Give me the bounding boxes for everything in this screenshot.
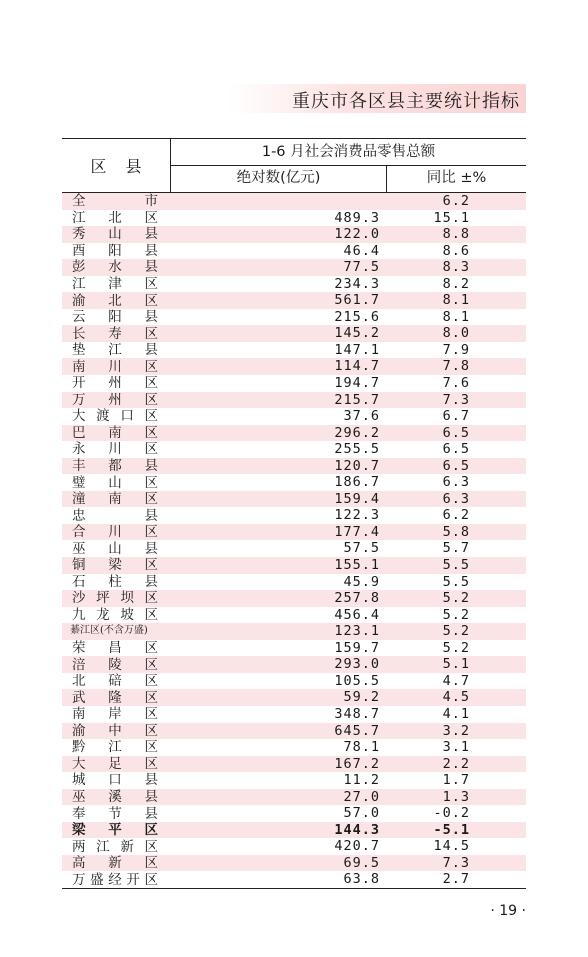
abs-value: 257.8 xyxy=(334,590,380,607)
region-name: 垫 江 县 xyxy=(72,342,158,359)
stats-table xyxy=(62,138,526,889)
abs-value: 11.2 xyxy=(343,772,380,789)
yoy-value: 5.1 xyxy=(442,656,470,673)
table-header xyxy=(62,138,526,193)
table-row xyxy=(62,375,526,392)
abs-value: 78.1 xyxy=(343,739,380,756)
table-row xyxy=(62,425,526,442)
table-row xyxy=(62,540,526,557)
yoy-value: 1.7 xyxy=(442,772,470,789)
yoy-value: 8.0 xyxy=(442,325,470,342)
yoy-value: 6.3 xyxy=(442,490,470,507)
header-group-label: 1-6 月社会消费品零售总额 xyxy=(171,139,526,166)
table-row xyxy=(62,789,526,806)
yoy-value: 8.2 xyxy=(442,275,470,292)
header-region-cell xyxy=(62,139,171,192)
yoy-value: 7.9 xyxy=(442,341,470,358)
region-name: 梁 平 区 xyxy=(72,822,158,839)
yoy-value: 8.1 xyxy=(442,292,470,309)
yoy-value: 4.1 xyxy=(442,705,470,722)
table-row xyxy=(62,689,526,706)
region-name: 璧 山 区 xyxy=(72,474,158,491)
region-name: 石 柱 县 xyxy=(72,573,158,590)
region-name: 巫 山 县 xyxy=(72,540,158,557)
yoy-value: 5.5 xyxy=(442,557,470,574)
abs-value: 296.2 xyxy=(334,424,380,441)
table-row xyxy=(62,491,526,508)
abs-value: 105.5 xyxy=(334,672,380,689)
yoy-value: 5.2 xyxy=(442,639,470,656)
table-row xyxy=(62,392,526,409)
yoy-value: 3.1 xyxy=(442,739,470,756)
abs-value: 37.6 xyxy=(343,408,380,425)
header-region-label: 区 县 xyxy=(90,157,142,176)
yoy-value: 8.8 xyxy=(442,226,470,243)
region-name: 高 新 区 xyxy=(72,855,158,872)
yoy-value: 1.3 xyxy=(442,788,470,805)
region-name: 江 北 区 xyxy=(72,209,158,226)
table-row xyxy=(62,772,526,789)
region-name: 彭 水 县 xyxy=(72,259,158,276)
abs-value: 159.7 xyxy=(334,639,380,656)
yoy-value: -0.2 xyxy=(433,805,470,822)
table-row xyxy=(62,441,526,458)
table-row xyxy=(62,259,526,276)
abs-value: 114.7 xyxy=(334,358,380,375)
yoy-value: 2.2 xyxy=(442,755,470,772)
abs-value: 420.7 xyxy=(334,838,380,855)
abs-value: 456.4 xyxy=(334,606,380,623)
yoy-value: 6.5 xyxy=(442,441,470,458)
region-name: 江 津 区 xyxy=(72,276,158,292)
yoy-value: 7.6 xyxy=(442,375,470,392)
region-name: 南 川 区 xyxy=(72,358,158,375)
abs-value: 159.4 xyxy=(334,490,380,507)
header-abs-label: 绝对数(亿元) xyxy=(171,166,387,192)
yoy-value: 5.2 xyxy=(442,606,470,623)
region-name: 南 岸 区 xyxy=(72,706,158,723)
region-name: 合 川 区 xyxy=(72,524,158,541)
abs-value: 348.7 xyxy=(334,705,380,722)
abs-value: 46.4 xyxy=(343,242,380,259)
abs-value: 27.0 xyxy=(343,788,380,805)
region-name: 巴 南 区 xyxy=(72,424,158,441)
abs-value: 122.0 xyxy=(334,226,380,243)
abs-value: 215.7 xyxy=(334,391,380,408)
table-row xyxy=(62,226,526,243)
region-name: 酉 阳 县 xyxy=(72,242,158,259)
yoy-value: 5.7 xyxy=(442,540,470,557)
region-name: 渝 北 区 xyxy=(72,292,158,309)
region-name: 城 口 县 xyxy=(72,772,158,789)
abs-value: 234.3 xyxy=(334,275,380,292)
yoy-value: 3.2 xyxy=(442,722,470,739)
table-row xyxy=(62,309,526,326)
yoy-value: 8.1 xyxy=(442,308,470,325)
table-row xyxy=(62,557,526,574)
table-row xyxy=(62,342,526,359)
table-row xyxy=(62,524,526,541)
region-name: 秀 山 县 xyxy=(72,226,158,243)
table-row xyxy=(62,656,526,673)
yoy-value: 6.5 xyxy=(442,457,470,474)
table-row xyxy=(62,739,526,756)
region-name: 九 龙 坡 区 xyxy=(72,606,158,623)
abs-value: 155.1 xyxy=(334,557,380,574)
yoy-value: 4.7 xyxy=(442,672,470,689)
table-row xyxy=(62,507,526,524)
region-name: 巫 溪 县 xyxy=(72,788,158,805)
region-name: 铜 梁 区 xyxy=(72,557,158,574)
yoy-value: 7.8 xyxy=(442,358,470,375)
yoy-value: -5.1 xyxy=(433,821,470,838)
region-name: 忠 县 xyxy=(72,507,158,524)
abs-value: 57.0 xyxy=(343,805,380,822)
region-name: 万 州 区 xyxy=(72,391,158,408)
abs-value: 57.5 xyxy=(343,540,380,557)
table-row xyxy=(62,292,526,309)
table-row xyxy=(62,408,526,425)
table-row xyxy=(62,458,526,475)
region-name: 万 盛 经 开 区 xyxy=(72,871,158,888)
region-name: 全 市 xyxy=(72,193,158,210)
yoy-value: 6.2 xyxy=(442,507,470,524)
yoy-value: 8.3 xyxy=(442,259,470,276)
table-row xyxy=(62,623,526,640)
region-name: 涪 陵 区 xyxy=(72,656,158,673)
table-row xyxy=(62,838,526,855)
yoy-value: 5.2 xyxy=(442,623,470,640)
yoy-value: 14.5 xyxy=(433,838,470,855)
yoy-value: 15.1 xyxy=(433,209,470,226)
table-row xyxy=(62,574,526,591)
table-row xyxy=(62,855,526,872)
abs-value: 561.7 xyxy=(334,292,380,309)
table-row xyxy=(62,723,526,740)
table-row xyxy=(62,871,526,888)
abs-value: 144.3 xyxy=(334,821,380,838)
table-body xyxy=(62,193,526,889)
yoy-value: 4.5 xyxy=(442,689,470,706)
abs-value: 194.7 xyxy=(334,375,380,392)
region-name: 荣 昌 区 xyxy=(72,640,158,657)
yoy-value: 5.8 xyxy=(442,523,470,540)
abs-value: 63.8 xyxy=(343,871,380,888)
abs-value: 167.2 xyxy=(334,755,380,772)
table-row xyxy=(62,358,526,375)
yoy-value: 2.7 xyxy=(442,871,470,888)
yoy-value: 7.3 xyxy=(442,391,470,408)
region-name: 大 渡 口 区 xyxy=(72,408,158,425)
table-row xyxy=(62,243,526,260)
yoy-value: 8.6 xyxy=(442,242,470,259)
abs-value: 147.1 xyxy=(334,341,380,358)
abs-value: 77.5 xyxy=(343,259,380,276)
header-yoy-label: 同比 ±% xyxy=(426,170,487,186)
abs-value: 59.2 xyxy=(343,689,380,706)
region-name: 武 隆 区 xyxy=(72,689,158,706)
region-name: 永 川 区 xyxy=(72,441,158,458)
table-row xyxy=(62,822,526,839)
region-name: 黔 江 区 xyxy=(72,739,158,756)
abs-value: 293.0 xyxy=(334,656,380,673)
abs-value: 45.9 xyxy=(343,573,380,590)
table-row xyxy=(62,805,526,822)
table-row xyxy=(62,756,526,773)
table-row xyxy=(62,673,526,690)
yoy-value: 6.7 xyxy=(442,408,470,425)
abs-value: 215.6 xyxy=(334,308,380,325)
table-row xyxy=(62,193,526,210)
abs-value: 177.4 xyxy=(334,523,380,540)
table-row xyxy=(62,210,526,227)
abs-value: 123.1 xyxy=(334,623,380,640)
yoy-value: 7.3 xyxy=(442,854,470,871)
region-name: 开 州 区 xyxy=(72,375,158,392)
region-name: 大 足 区 xyxy=(72,755,158,772)
yoy-value: 5.2 xyxy=(442,590,470,607)
region-name: 北 碚 区 xyxy=(72,673,158,690)
table-row xyxy=(62,607,526,624)
table-row xyxy=(62,640,526,657)
abs-value: 255.5 xyxy=(334,441,380,458)
region-name: 沙 坪 坝 区 xyxy=(72,590,158,607)
region-name: 丰 都 县 xyxy=(72,458,158,475)
abs-value: 120.7 xyxy=(334,457,380,474)
region-name: 綦江区(不含万盛) xyxy=(70,625,148,637)
region-name: 云 阳 县 xyxy=(72,309,158,326)
abs-value: 69.5 xyxy=(343,854,380,871)
abs-value: 145.2 xyxy=(334,325,380,342)
table-row xyxy=(62,325,526,342)
yoy-value: 5.5 xyxy=(442,573,470,590)
title-banner xyxy=(228,84,526,113)
yoy-value: 6.5 xyxy=(442,424,470,441)
abs-value: 645.7 xyxy=(334,722,380,739)
table-row xyxy=(62,474,526,491)
region-name: 两 江 新 区 xyxy=(72,838,158,855)
region-name: 潼 南 区 xyxy=(72,491,158,508)
page-title: 重庆市各区县主要统计指标 xyxy=(292,91,520,112)
table-row xyxy=(62,590,526,607)
yoy-value: 6.2 xyxy=(442,193,470,209)
yoy-value: 6.3 xyxy=(442,474,470,491)
abs-value: 186.7 xyxy=(334,474,380,491)
region-name: 奉 节 县 xyxy=(72,805,158,822)
table-row xyxy=(62,706,526,723)
abs-value: 122.3 xyxy=(334,507,380,524)
region-name: 长 寿 区 xyxy=(72,325,158,342)
abs-value: 489.3 xyxy=(334,209,380,226)
region-name: 渝 中 区 xyxy=(72,722,158,739)
table-row xyxy=(62,276,526,293)
page-number: · 19 · xyxy=(490,903,526,919)
